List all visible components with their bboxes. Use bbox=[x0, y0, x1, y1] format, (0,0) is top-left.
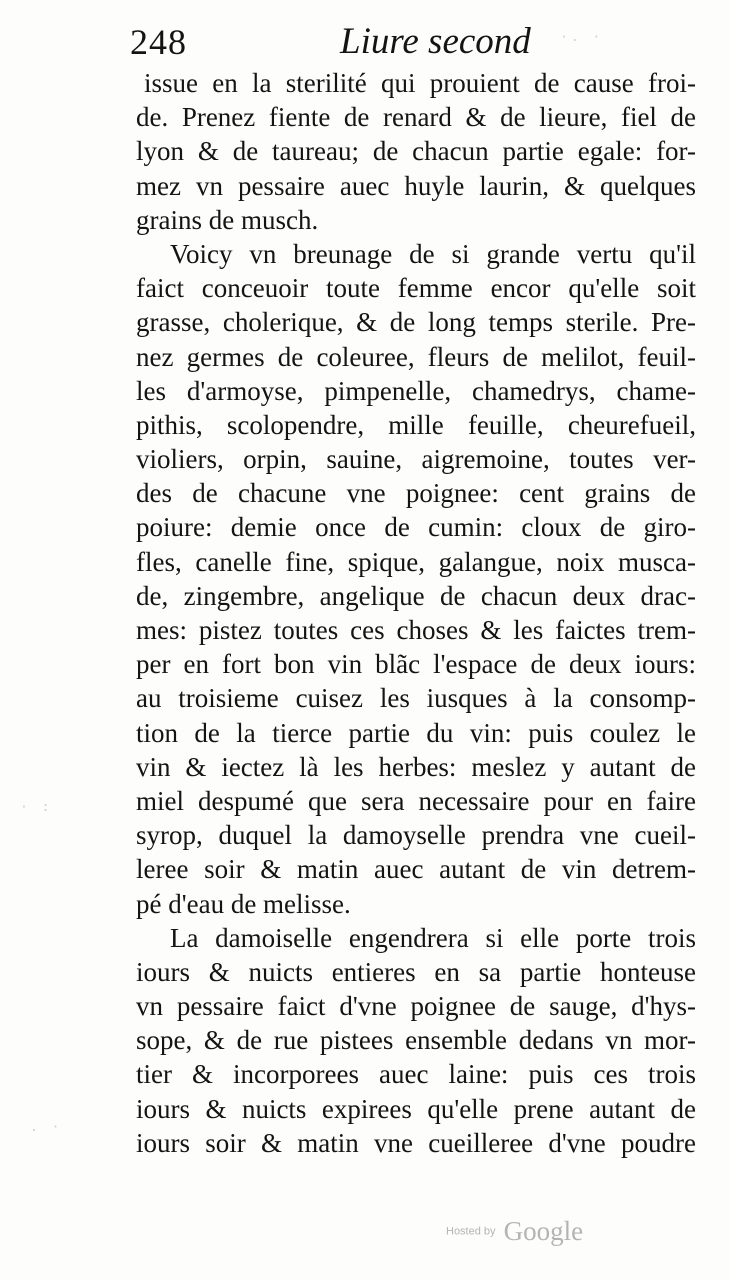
text-line: sope, & de rue pistees ensemble dedans vn mor- bbox=[136, 1025, 696, 1056]
text-line: violiers, orpin, sauine, aigremoine, toutes ver- bbox=[136, 444, 696, 475]
text-line: miel despumé que sera necessaire pour en faire bbox=[136, 785, 696, 816]
watermark-prefix: Hosted by bbox=[446, 1225, 496, 1238]
text-line: pé d'eau de melisse. bbox=[136, 888, 351, 919]
text-line: faict conceuoir toute femme encor qu'elle soit bbox=[136, 273, 696, 304]
text-line: per en fort bon vin blãc l'espace de deux iours: bbox=[136, 649, 696, 680]
hosted-by-watermark bbox=[446, 1216, 606, 1256]
text-line: syrop, duquel la damoyselle prendra vne cueil- bbox=[136, 820, 696, 851]
bleed-through-speck: ·. · bbox=[560, 30, 604, 45]
text-line: vin & iectez là les herbes: meslez y autant de bbox=[136, 751, 696, 782]
text-line: fles, canelle fine, spique, galangue, noix musca- bbox=[136, 546, 696, 577]
text-line: nez germes de coleuree, fleurs de melilot, feuil- bbox=[136, 341, 696, 372]
running-title: Liure second bbox=[340, 21, 531, 62]
text-line: de. Prenez fiente de renard & de lieure, fiel de bbox=[136, 102, 696, 133]
text-line: tion de la tierce partie du vin: puis coulez le bbox=[136, 717, 696, 748]
page-number: 248 bbox=[130, 22, 187, 62]
text-line: La damoiselle engendrera si elle porte trois bbox=[170, 922, 696, 953]
text-line: Voicy vn breunage de si grande vertu qu'il bbox=[170, 238, 696, 269]
text-line: au troisieme cuisez les iusques à la consomp- bbox=[136, 683, 696, 714]
text-line: iours & nuicts entieres en sa partie honteuse bbox=[136, 956, 696, 987]
text-line: de, zingembre, angelique de chacun deux drac- bbox=[136, 580, 696, 611]
bleed-through-speck: · : bbox=[20, 800, 53, 815]
text-line: leree soir & matin auec autant de vin detrem- bbox=[136, 854, 696, 885]
bleed-through-speck: . · bbox=[30, 1120, 63, 1135]
text-line: poiure: demie once de cumin: cloux de giro- bbox=[136, 512, 696, 543]
text-line: grasse, cholerique, & de long temps sterile. Pre- bbox=[136, 307, 696, 338]
text-line: iours & nuicts expirees qu'elle prene autant de bbox=[136, 1093, 696, 1124]
text-line: issue en la sterilité qui prouient de cause froi- bbox=[144, 68, 696, 98]
text-line: vn pessaire faict d'vne poignee de sauge, d'hys- bbox=[136, 991, 696, 1022]
text-line: des de chacune vne poignee: cent grains de bbox=[136, 478, 696, 509]
text-line: lyon & de taureau; de chacun partie egale: for- bbox=[136, 136, 696, 167]
text-line: tier & incorporees auec laine: puis ces trois bbox=[136, 1059, 696, 1090]
text-line: mez vn pessaire auec huyle laurin, & quelques bbox=[136, 170, 696, 201]
text-line: les d'armoyse, pimpenelle, chamedrys, chame- bbox=[136, 375, 696, 406]
text-line: mes: pistez toutes ces choses & les faictes trem- bbox=[136, 615, 696, 645]
text-line: pithis, scolopendre, mille feuille, cheurefueil, bbox=[136, 409, 696, 440]
body-text bbox=[136, 66, 696, 1160]
google-logo: Google bbox=[503, 1216, 584, 1246]
page-header bbox=[130, 18, 550, 66]
text-line: iours soir & matin vne cueilleree d'vne poudre bbox=[136, 1127, 696, 1158]
text-line: grains de musch. bbox=[136, 204, 319, 235]
